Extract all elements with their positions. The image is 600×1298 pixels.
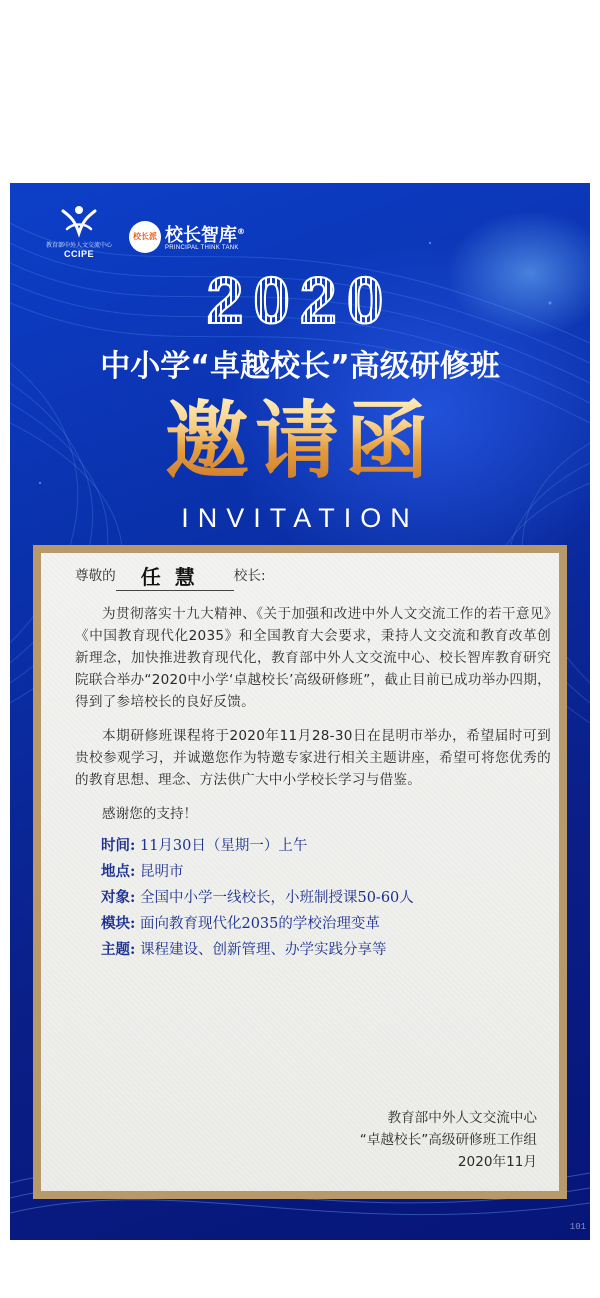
paragraph-2: 本期研修班课程将于2020年11月28-30日在昆明市举办，希望届时可到贵校参观学习，并诚邀您作为特邀专家进行相关主题讲座，希望可将您优秀的的教育思想、理念、方法供广大中小学校长学习与借鉴。 <box>75 728 551 788</box>
logo-english-name: PRINCIPAL THINK TANK <box>165 245 239 251</box>
info-time: 时间: 11月30日（星期一）上午 <box>101 837 308 854</box>
logo-name: 校长智库® <box>165 225 245 246</box>
info-theme: 主题: 课程建设、创新管理、办学实践分享等 <box>101 941 387 958</box>
ccipe-org-name: 教育部中外人文交流中心 <box>45 242 112 249</box>
signature-date: 2020年11月 <box>457 1154 537 1170</box>
salutation-suffix: 校长: <box>233 568 266 584</box>
recipient-name: 任慧 <box>116 564 234 591</box>
invitation-english: INVITATION <box>181 503 419 533</box>
info-module: 模块: 面向教育现代化2035的学校治理变革 <box>101 915 380 932</box>
paragraph-1: 为贯彻落实十九大精神、《关于加强和改进中外人文交流工作的若干意见》《中国教育现代化2035》和全国教育大会要求，秉持人文交流和教育改革创新理念，加快推进教育现代化，教育部中外人文交流中心、校长智库教育研究院联合举办“2020中小学‘卓越校长’高级研修班”，截止目前已成功举办四期，得到了参培校长的良好反馈。 <box>75 606 551 710</box>
letter-frame <box>33 545 567 1199</box>
corner-number: 101 <box>569 1222 586 1232</box>
year-heading: 2020 <box>10 265 590 335</box>
principal-think-tank-logo <box>129 221 349 257</box>
signature-org: 教育部中外人文交流中心 <box>387 1110 537 1126</box>
salutation <box>75 561 551 591</box>
letter-body <box>75 561 551 963</box>
signature-group: “卓越校长”高级研修班工作组 <box>359 1132 537 1148</box>
ccipe-logo <box>34 203 124 265</box>
ccipe-abbr: CCIPE <box>63 249 94 259</box>
logo-badge: 校长派 <box>129 221 161 253</box>
signature-block <box>360 1107 537 1173</box>
invitation-title: 邀请函 <box>10 391 590 491</box>
invitation-poster <box>10 183 590 1240</box>
logo-group <box>34 203 334 263</box>
program-title: 中小学“卓越校长”高级研修班 <box>100 349 500 384</box>
registered-mark: ® <box>237 227 245 236</box>
salutation-prefix: 尊敬的 <box>75 568 116 584</box>
info-location: 地点: 昆明市 <box>101 863 184 880</box>
event-info <box>75 833 551 963</box>
info-audience: 对象: 全国中小学一线校长，小班制授课50-60人 <box>101 889 414 906</box>
ccipe-emblem-icon <box>57 203 101 239</box>
thanks-line: 感谢您的支持！ <box>102 806 198 822</box>
